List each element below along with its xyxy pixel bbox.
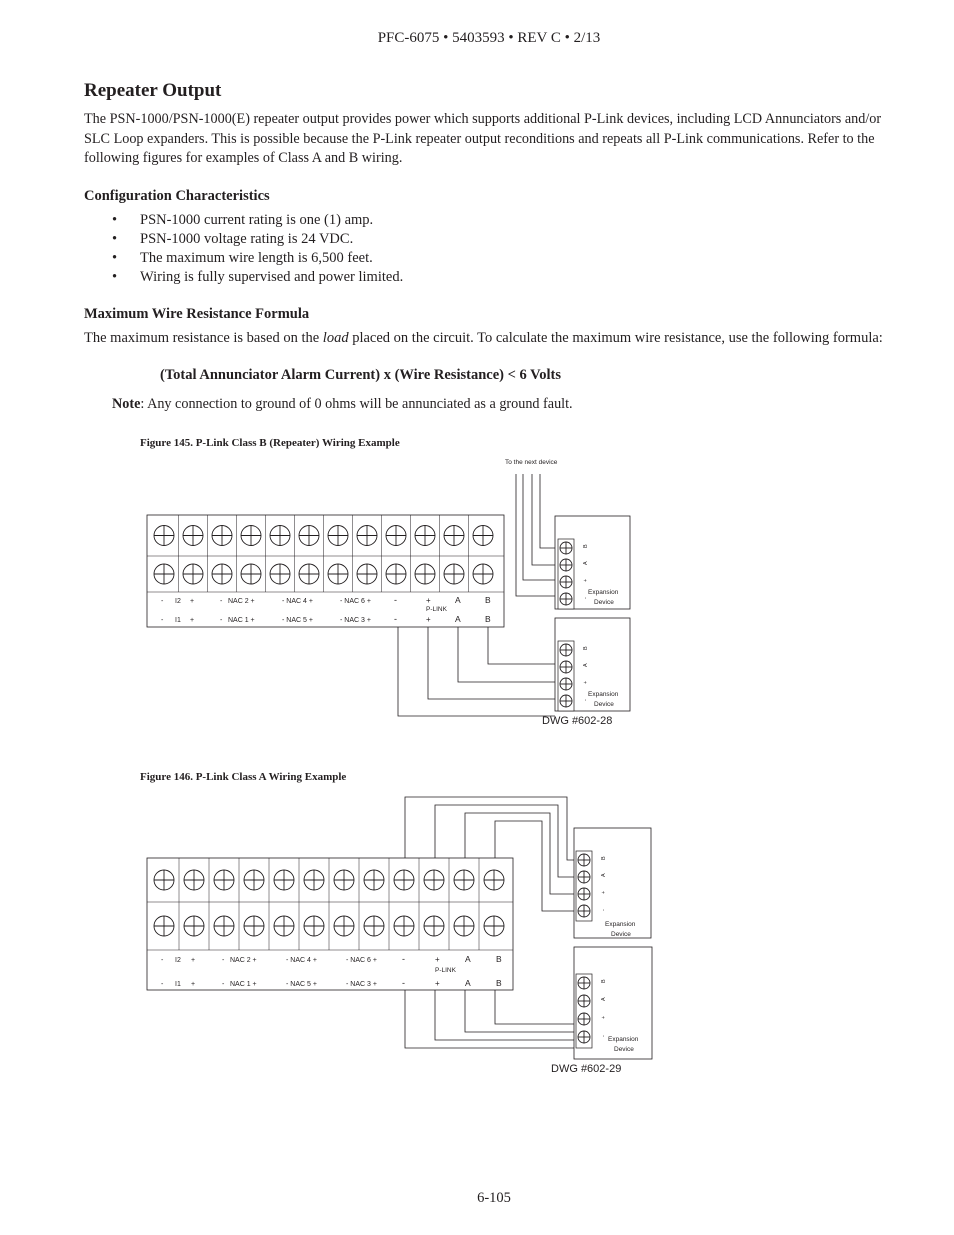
terminal-label: + bbox=[190, 617, 195, 624]
terminal-label: - bbox=[402, 978, 405, 988]
expansion-label: Device bbox=[594, 701, 614, 708]
pin-label: B bbox=[583, 646, 589, 650]
terminal-screw-icon bbox=[424, 916, 444, 936]
pin-label: - bbox=[583, 699, 589, 701]
wiring bbox=[398, 474, 555, 716]
page-number: 6-105 bbox=[477, 1190, 511, 1206]
pin-label: - bbox=[583, 597, 589, 599]
section-title: Repeater Output bbox=[84, 80, 222, 101]
terminal-label: + bbox=[191, 957, 196, 964]
pin-label: + bbox=[583, 578, 589, 582]
terminal-screw-icon bbox=[154, 526, 174, 546]
terminal-screw-icon bbox=[560, 542, 572, 554]
terminal-screw-icon bbox=[484, 870, 504, 890]
terminal-label: - NAC 4 + bbox=[282, 598, 313, 605]
terminal-screw-icon bbox=[394, 870, 414, 890]
figure-145-caption: Figure 145. P-Link Class B (Repeater) Wiring Example bbox=[140, 437, 400, 449]
terminal-label: - bbox=[402, 954, 405, 964]
bullet-item: • PSN-1000 current rating is one (1) amp. bbox=[112, 211, 403, 230]
expansion-label: Expansion bbox=[608, 1036, 639, 1043]
terminal-screw-icon bbox=[304, 916, 324, 936]
terminal-label: - bbox=[394, 595, 397, 605]
terminal-label: - NAC 6 + bbox=[346, 957, 377, 964]
terminal-screw-icon bbox=[183, 564, 203, 584]
terminal-screw-icon bbox=[214, 870, 234, 890]
terminal-screw-icon bbox=[244, 916, 264, 936]
pin-label: A bbox=[583, 561, 589, 565]
terminal-label: - bbox=[161, 598, 164, 605]
formula-para-italic: load bbox=[322, 330, 349, 346]
terminal-screw-icon bbox=[241, 564, 261, 584]
dwg-number: DWG #602-29 bbox=[551, 1063, 622, 1075]
config-heading: Configuration Characteristics bbox=[84, 188, 270, 204]
note bbox=[112, 396, 573, 413]
terminal-screw-icon bbox=[578, 905, 590, 917]
terminal-screw-icon bbox=[560, 695, 572, 707]
note-label: Note bbox=[112, 396, 141, 412]
expansion-label: Device bbox=[594, 599, 614, 606]
terminal-label: - bbox=[222, 981, 225, 988]
terminal-label: - NAC 5 + bbox=[286, 981, 317, 988]
terminal-label: - NAC 3 + bbox=[340, 617, 371, 624]
terminal-screw-icon bbox=[454, 870, 474, 890]
terminal-screw-icon bbox=[299, 526, 319, 546]
terminal-label: - bbox=[220, 598, 223, 605]
terminal-screw-icon bbox=[334, 916, 354, 936]
terminal-screw-icon bbox=[184, 916, 204, 936]
terminal-label: - NAC 4 + bbox=[286, 957, 317, 964]
terminal-screw-icon bbox=[560, 678, 572, 690]
dwg-number: DWG #602-28 bbox=[542, 715, 613, 727]
config-bullet-list bbox=[112, 211, 403, 287]
terminal-screw-icon bbox=[364, 916, 384, 936]
terminal-label: A bbox=[455, 614, 461, 624]
pin-label: - bbox=[601, 1035, 607, 1037]
terminal-screw-icon bbox=[394, 916, 414, 936]
terminal-label: A bbox=[455, 595, 461, 605]
figure-146-diagram bbox=[0, 785, 954, 1085]
formula-para-text: The maximum resistance is based on the bbox=[84, 330, 323, 346]
expansion-label: Expansion bbox=[605, 921, 636, 928]
terminal-screw-icon bbox=[328, 526, 348, 546]
terminal-label: - bbox=[161, 981, 164, 988]
terminal-screw-icon bbox=[578, 854, 590, 866]
terminal-label: NAC 1 + bbox=[230, 981, 257, 988]
terminal-label: - bbox=[222, 957, 225, 964]
terminal-label: - bbox=[161, 617, 164, 624]
terminal-screw-icon bbox=[357, 564, 377, 584]
terminal-screw-icon bbox=[357, 526, 377, 546]
expansion-devices bbox=[574, 828, 652, 1059]
terminal-screw-icon bbox=[473, 526, 493, 546]
terminal-screw-icon bbox=[334, 870, 354, 890]
terminal-screw-icon bbox=[154, 870, 174, 890]
terminal-screw-icon bbox=[415, 564, 435, 584]
pin-label: A bbox=[601, 997, 607, 1001]
terminal-label: B bbox=[496, 954, 502, 964]
terminal-label: I2 bbox=[175, 598, 181, 605]
terminal-screw-icon bbox=[424, 870, 444, 890]
terminal-screw-icon bbox=[560, 644, 572, 656]
expansion-device bbox=[574, 828, 651, 938]
terminal-screw-icon bbox=[578, 995, 590, 1007]
terminal-screw-icon bbox=[444, 526, 464, 546]
formula-paragraph bbox=[84, 329, 904, 349]
terminal-label: I1 bbox=[175, 617, 181, 624]
terminal-screw-icon bbox=[560, 559, 572, 571]
expansion-device bbox=[574, 947, 652, 1059]
terminal-label: + bbox=[435, 979, 440, 988]
terminal-screw-icon bbox=[578, 1013, 590, 1025]
terminal-label: B bbox=[496, 978, 502, 988]
pin-label: B bbox=[583, 544, 589, 548]
terminal-screw-icon bbox=[364, 870, 384, 890]
figure-145-diagram bbox=[0, 450, 954, 750]
terminal-screw-icon bbox=[299, 564, 319, 584]
terminal-label: - bbox=[220, 617, 223, 624]
terminal-label: - bbox=[161, 957, 164, 964]
terminal-label: B bbox=[485, 595, 491, 605]
terminal-label: NAC 1 + bbox=[228, 617, 255, 624]
next-device-label: To the next device bbox=[505, 459, 558, 466]
terminal-screw-icon bbox=[214, 916, 234, 936]
pin-label: A bbox=[601, 873, 607, 877]
terminal-screw-icon bbox=[386, 564, 406, 584]
terminal-label: + bbox=[426, 596, 431, 605]
terminal-label: I1 bbox=[175, 981, 181, 988]
terminal-label: + bbox=[190, 598, 195, 605]
terminal-label: A bbox=[465, 954, 471, 964]
pin-label: - bbox=[601, 909, 607, 911]
terminal-label: + bbox=[191, 981, 196, 988]
terminal-screw-icon bbox=[154, 916, 174, 936]
terminal-screw-icon bbox=[560, 661, 572, 673]
expansion-device bbox=[555, 516, 630, 609]
terminal-screw-icon bbox=[484, 916, 504, 936]
terminal-screw-icon bbox=[241, 526, 261, 546]
terminal-screw-icon bbox=[578, 977, 590, 989]
pin-label: B bbox=[601, 856, 607, 860]
pin-label: + bbox=[601, 890, 607, 894]
terminal-screw-icon bbox=[578, 888, 590, 900]
expansion-devices bbox=[555, 516, 630, 711]
terminal-label: NAC 2 + bbox=[230, 957, 257, 964]
terminal-screw-icon bbox=[212, 564, 232, 584]
formula-para-text: placed on the circuit. To calculate the maximum wire resistance, use the following formula: bbox=[348, 330, 883, 346]
terminal-screw-icon bbox=[473, 564, 493, 584]
terminal-screw-icon bbox=[304, 870, 324, 890]
terminal-label: - NAC 5 + bbox=[282, 617, 313, 624]
expansion-device bbox=[555, 618, 630, 711]
terminal-label: - NAC 3 + bbox=[346, 981, 377, 988]
terminal-screw-icon bbox=[274, 870, 294, 890]
figure-146-caption: Figure 146. P-Link Class A Wiring Example bbox=[140, 771, 347, 783]
terminal-screw-icon bbox=[386, 526, 406, 546]
bullet-item: • PSN-1000 voltage rating is 24 VDC. bbox=[112, 230, 403, 249]
formula-heading: Maximum Wire Resistance Formula bbox=[84, 306, 310, 322]
expansion-label: Expansion bbox=[588, 589, 619, 596]
terminal-panel bbox=[147, 515, 504, 627]
terminal-screw-icon bbox=[154, 564, 174, 584]
page-header: PFC-6075 • 5403593 • REV C • 2/13 bbox=[377, 30, 601, 46]
terminal-screw-icon bbox=[183, 526, 203, 546]
terminal-screw-icon bbox=[578, 871, 590, 883]
expansion-label: Device bbox=[614, 1046, 634, 1053]
plink-label: P-LINK bbox=[435, 967, 456, 974]
terminal-screw-icon bbox=[415, 526, 435, 546]
terminal-screw-icon bbox=[270, 526, 290, 546]
pin-label: B bbox=[601, 979, 607, 983]
terminal-label: - bbox=[394, 614, 397, 624]
terminal-panel bbox=[147, 858, 513, 990]
note-text: : Any connection to ground of 0 ohms will be annunciated as a ground fault. bbox=[140, 396, 573, 412]
pin-label: + bbox=[601, 1015, 607, 1019]
terminal-screw-icon bbox=[560, 576, 572, 588]
pin-label: + bbox=[583, 680, 589, 684]
expansion-label: Expansion bbox=[588, 691, 619, 698]
terminal-screw-icon bbox=[274, 916, 294, 936]
terminal-screw-icon bbox=[244, 870, 264, 890]
terminal-screw-icon bbox=[454, 916, 474, 936]
formula: (Total Annunciator Alarm Current) x (Wire Resistance) < 6 Volts bbox=[160, 367, 561, 383]
terminal-screw-icon bbox=[578, 1031, 590, 1043]
pin-label: A bbox=[583, 663, 589, 667]
terminal-label: I2 bbox=[175, 957, 181, 964]
terminal-screw-icon bbox=[212, 526, 232, 546]
terminal-screw-icon bbox=[328, 564, 348, 584]
expansion-label: Device bbox=[611, 931, 631, 938]
terminal-label: A bbox=[465, 978, 471, 988]
intro-paragraph: The PSN-1000/PSN-1000(E) repeater output provides power which supports additional P-Link devices, including LCD Annunciators and/or SLC Loop expanders. This is possible because the P-Link repeater output reconditions and repeats all P-Link communications. Refer to the following figures for examples of Class A and B wiring. bbox=[84, 111, 882, 166]
plink-label: P-LINK bbox=[426, 606, 447, 613]
terminal-screw-icon bbox=[444, 564, 464, 584]
terminal-screw-icon bbox=[560, 593, 572, 605]
bullet-item: • The maximum wire length is 6,500 feet. bbox=[112, 249, 403, 268]
terminal-label: + bbox=[426, 615, 431, 624]
terminal-screw-icon bbox=[184, 870, 204, 890]
terminal-label: + bbox=[435, 955, 440, 964]
bullet-item: • Wiring is fully supervised and power limited. bbox=[112, 268, 403, 287]
terminal-label: - NAC 6 + bbox=[340, 598, 371, 605]
terminal-label: NAC 2 + bbox=[228, 598, 255, 605]
terminal-screw-icon bbox=[270, 564, 290, 584]
terminal-label: B bbox=[485, 614, 491, 624]
